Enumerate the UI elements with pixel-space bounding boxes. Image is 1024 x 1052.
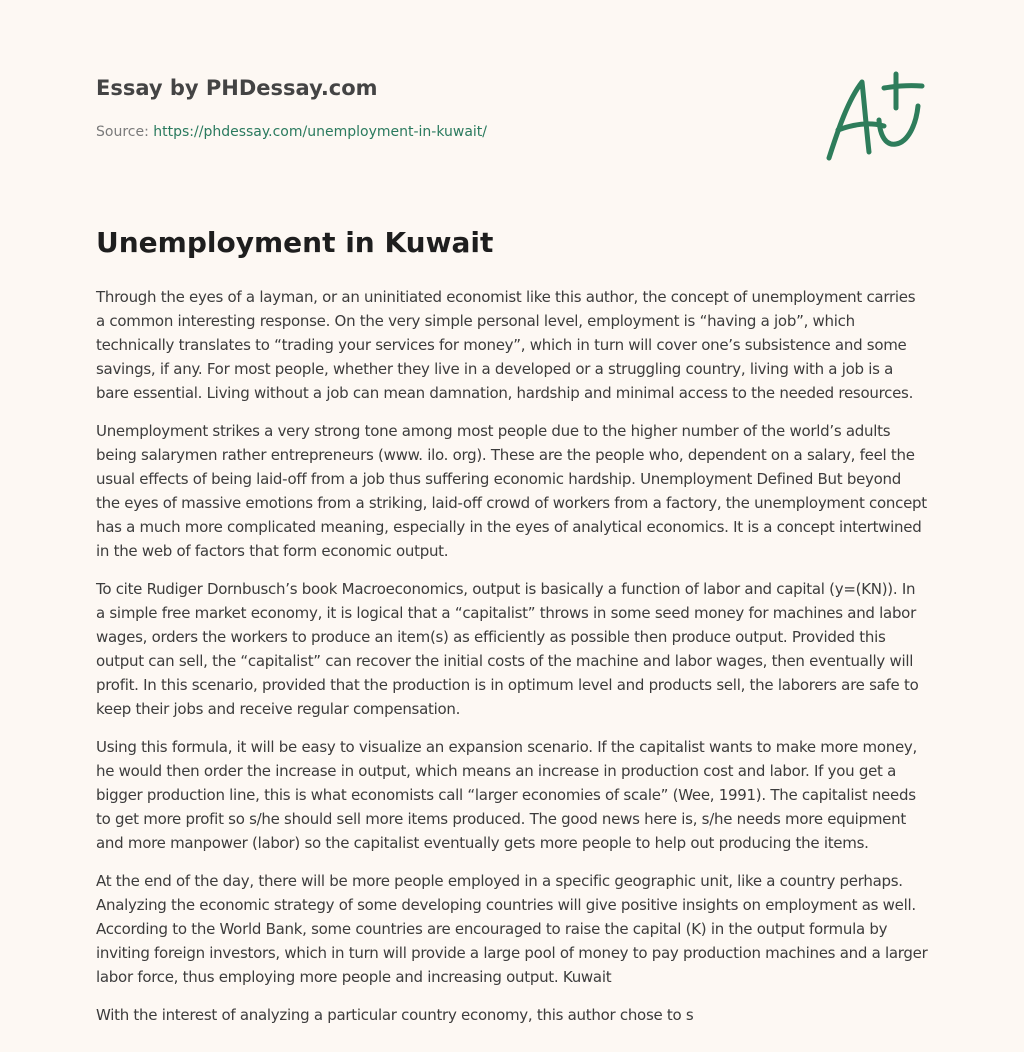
a-plus-logo-icon	[824, 70, 928, 164]
essay-paragraph: To cite Rudiger Dornbusch’s book Macroeconomics, output is basically a function of labor and capital (y=(KN)). In a simple free market economy, it is logical that a “capitalist” throws in some seed money for machines and labor wages, orders the workers to produce an item(s) as efficiently as possible then produce output. Provided this output can sell, the “capitalist” can recover the initial costs of the machine and labor wages, then eventually will profit. In this scenario, provided that the production is in optimum level and products sell, the laborers are safe to keep their jobs and receive regular compensation.	[96, 580, 919, 718]
essay-paragraph: At the end of the day, there will be more people employed in a specific geographic unit, like a country perhaps. Analyzing the economic strategy of some developing countries will give positive insights on employment as well. According to the World Bank, some countries are encouraged to raise the capital (K) in the output formula by inviting foreign investors, which in turn will provide a large pool of money to pay production machines and a larger labor force, thus employing more people and increasing output. Kuwait	[96, 872, 928, 986]
essay-paragraph: Through the eyes of a layman, or an uninitiated economist like this author, the concept of unemployment carries a common interesting response. On the very simple personal level, employment is “having a job”, which technically translates to “trading your services for money”, which in turn will cover one’s subsistence and some savings, if any. For most people, whether they live in a developed or a struggling country, living with a job is a bare essential. Living without a job can mean damnation, hardship and minimal access to the needed resources.	[96, 288, 916, 402]
essay-body	[96, 285, 928, 1041]
essay-paragraph: Using this formula, it will be easy to visualize an expansion scenario. If the capitalist wants to make more money, he would then order the increase in output, which means an increase in production cost and labor. If you get a bigger production line, this is what economists call “larger economies of scale” (Wee, 1991). The capitalist needs to get more profit so s/he should sell more items produced. The good news here is, s/he needs more equipment and more manpower (labor) so the capitalist eventually gets more people to help out producing the items.	[96, 738, 918, 852]
essay-paragraph: With the interest of analyzing a particular country economy, this author chose to s	[96, 1006, 694, 1024]
source-link[interactable]: https://phdessay.com/unemployment-in-kuwait/	[153, 124, 488, 140]
source-line	[96, 124, 487, 140]
source-label: Source:	[96, 124, 149, 140]
essay-title: Unemployment in Kuwait	[96, 226, 494, 259]
site-title: Essay by PHDessay.com	[96, 76, 378, 100]
essay-paragraph: Unemployment strikes a very strong tone among most people due to the higher number of the world’s adults being salarymen rather entrepreneurs (www. ilo. org). These are the people who, dependent on a salary, feel the usual effects of being laid-off from a job thus suffering economic hardship. Unemployment Defined But beyond the eyes of massive emotions from a striking, laid-off crowd of workers from a factory, the unemployment concept has a much more complicated meaning, especially in the eyes of analytical economics. It is a concept intertwined in the web of factors that form economic output.	[96, 422, 927, 560]
